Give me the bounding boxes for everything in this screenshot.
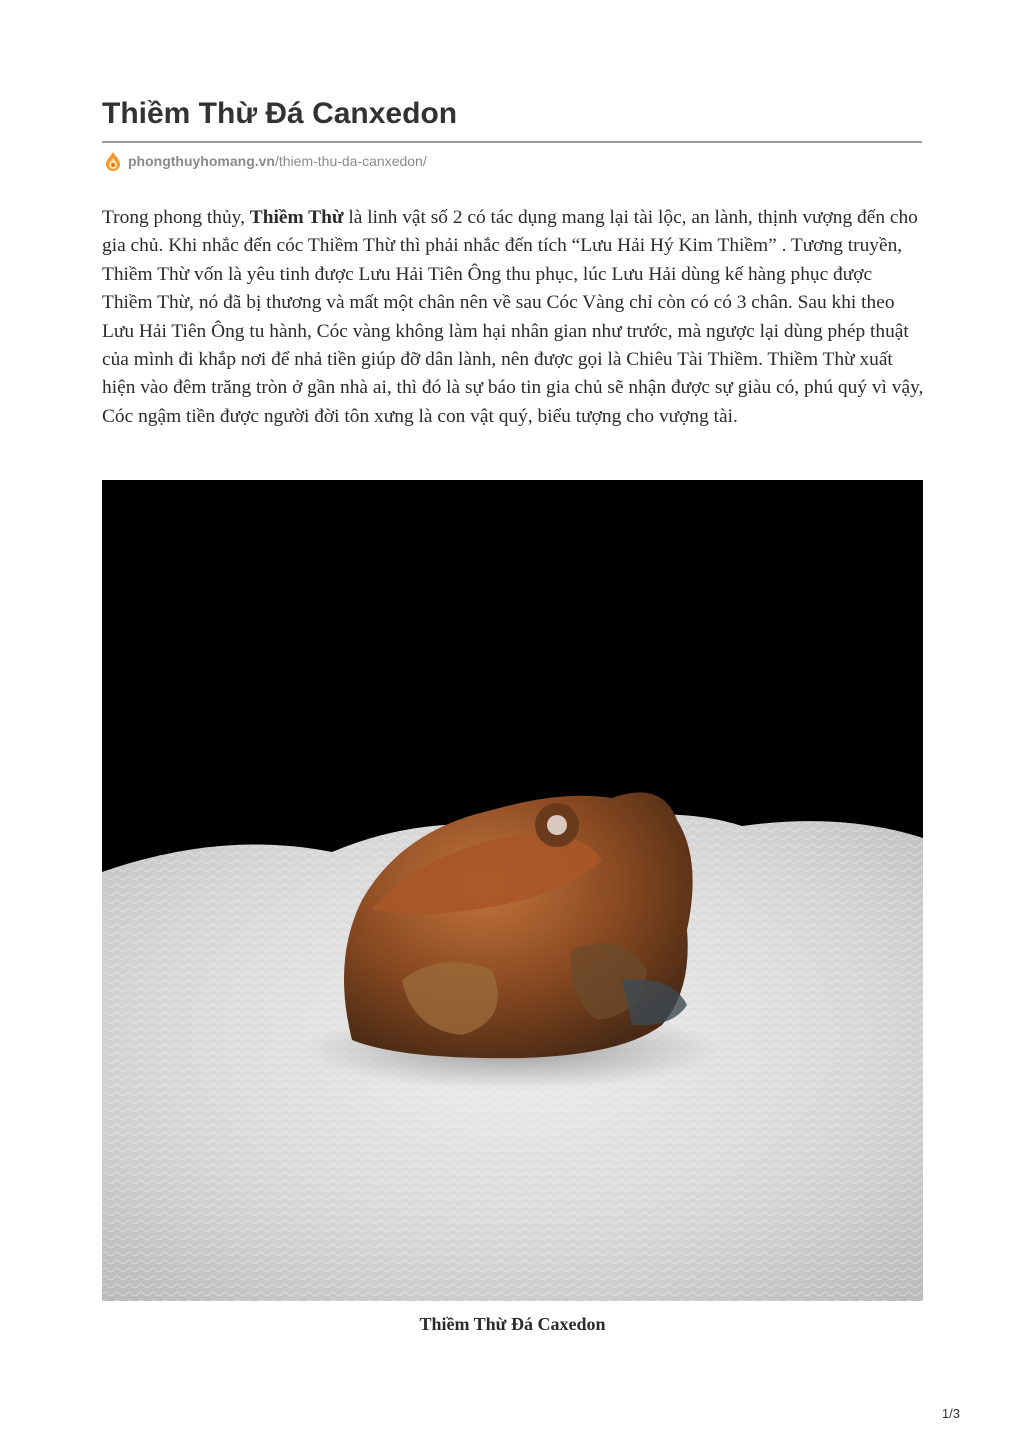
source-link[interactable] — [104, 150, 427, 172]
title-divider — [102, 141, 922, 143]
page-number: 1/3 — [941, 1406, 960, 1421]
article-paragraph — [102, 204, 924, 431]
paragraph-keyword: Thiềm Thừ — [249, 207, 344, 228]
source-path: /thiem-thu-da-canxedon/ — [274, 153, 427, 169]
source-domain: phongthuyhomang.vn — [128, 153, 275, 169]
page-title: Thiềm Thừ Đá Canxedon — [102, 97, 458, 130]
paragraph-lead: Trong phong thủy, — [102, 207, 250, 228]
paragraph-rest: là linh vật số 2 có tác dụng mang lại tài lộc, an lành, thịnh vượng đến cho gia chủ. Khi nhắc đến cóc Thiềm Thừ thì phải nhắc đến tích “Lưu Hải Hý Kim Thiềm” . Tương truyền, Thiềm Thừ vốn là yêu tinh được Lưu Hải Tiên Ông thu phục, lúc Lưu Hải dùng kế hàng phục được Thiềm Thừ, nó đã bị thương và mất một chân nên về sau Cóc Vàng chỉ còn có có 3 chân. Sau khi theo Lưu Hải Tiên Ông tu hành, Cóc vàng không làm hại nhân gian như trước, mà ngược lại dùng phép thuật của mình đi khắp nơi để nhả tiền giúp đỡ dân lành, nên được gọi là Chiêu Tài Thiềm. Thiềm Thừ xuất hiện vào đêm trăng tròn ở gần nhà ai, thì đó là sự báo tin gia chủ sẽ nhận được sự giàu có, phú quý vì vậy, Cóc ngậm tiền được người đời tôn xưng là con vật quý, biểu tượng cho vượng tài. — [102, 207, 924, 427]
toad-photo — [102, 480, 923, 1301]
figure-caption: Thiềm Thừ Đá Caxedon — [419, 1314, 606, 1334]
site-favicon-icon — [104, 151, 122, 171]
